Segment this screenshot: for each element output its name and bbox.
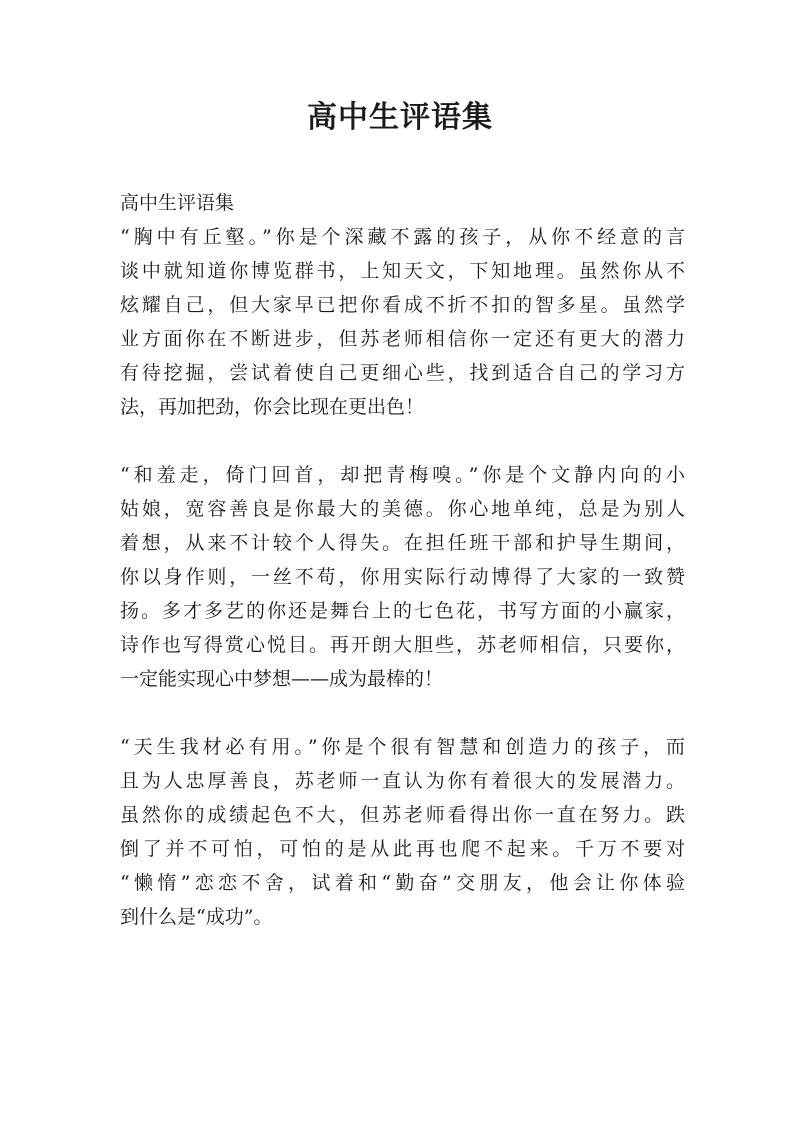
paragraph-line: 谈中就知道你博览群书，上知天文，下知地理。虽然你从不 [120, 260, 685, 282]
paragraph-1 [120, 220, 685, 424]
paragraph-line: 有待挖掘，尝试着使自己更细心些，找到适合自己的学习方 [120, 362, 685, 384]
paragraph-line: 虽然你的成绩起色不大，但苏老师看得出你一直在努力。跌 [120, 804, 685, 826]
paragraph-spacer [120, 696, 685, 730]
paragraph-line: “天生我材必有用。”你是个很有智慧和创造力的孩子，而 [120, 736, 685, 758]
paragraph-3 [120, 730, 685, 934]
paragraph-spacer [120, 424, 685, 458]
paragraph-line: 诗作也写得赏心悦目。再开朗大胆些，苏老师相信，只要你， [120, 634, 685, 656]
document-body [120, 186, 685, 934]
paragraph-line: 业方面你在不断进步，但苏老师相信你一定还有更大的潜力 [120, 328, 685, 350]
paragraph-line: 倒了并不可怕，可怕的是从此再也爬不起来。千万不要对 [120, 838, 685, 860]
paragraph-line: 法，再加把劲，你会比现在更出色！ [120, 396, 425, 418]
paragraph-line: 到什么是“成功”。 [120, 906, 273, 928]
paragraph-line: “懒惰”恋恋不舍，试着和“勤奋”交朋友，他会让你体验 [120, 872, 685, 894]
paragraph-line: 扬。多才多艺的你还是舞台上的七色花，书写方面的小赢家， [120, 600, 685, 622]
paragraph-line: 着想，从来不计较个人得失。在担任班干部和护导生期间， [120, 532, 685, 554]
paragraph-line: “和羞走，倚门回首，却把青梅嗅。”你是个文静内向的小 [120, 464, 685, 486]
paragraph-line: “胸中有丘壑。”你是个深藏不露的孩子，从你不经意的言 [120, 226, 685, 248]
paragraph-line: 炫耀自己，但大家早已把你看成不折不扣的智多星。虽然学 [120, 294, 685, 316]
paragraph-line: 一定能实现心中梦想——成为最棒的！ [120, 668, 444, 690]
paragraph-line: 你以身作则，一丝不苟，你用实际行动博得了大家的一致赞 [120, 566, 685, 588]
document-subtitle: 高中生评语集 [120, 192, 235, 214]
paragraph-line: 姑娘，宽容善良是你最大的美德。你心地单纯，总是为别人 [120, 498, 685, 520]
document-title: 高中生评语集 [307, 100, 493, 135]
paragraph-line: 且为人忠厚善良，苏老师一直认为你有着很大的发展潜力。 [120, 770, 685, 792]
paragraph-2 [120, 458, 685, 696]
